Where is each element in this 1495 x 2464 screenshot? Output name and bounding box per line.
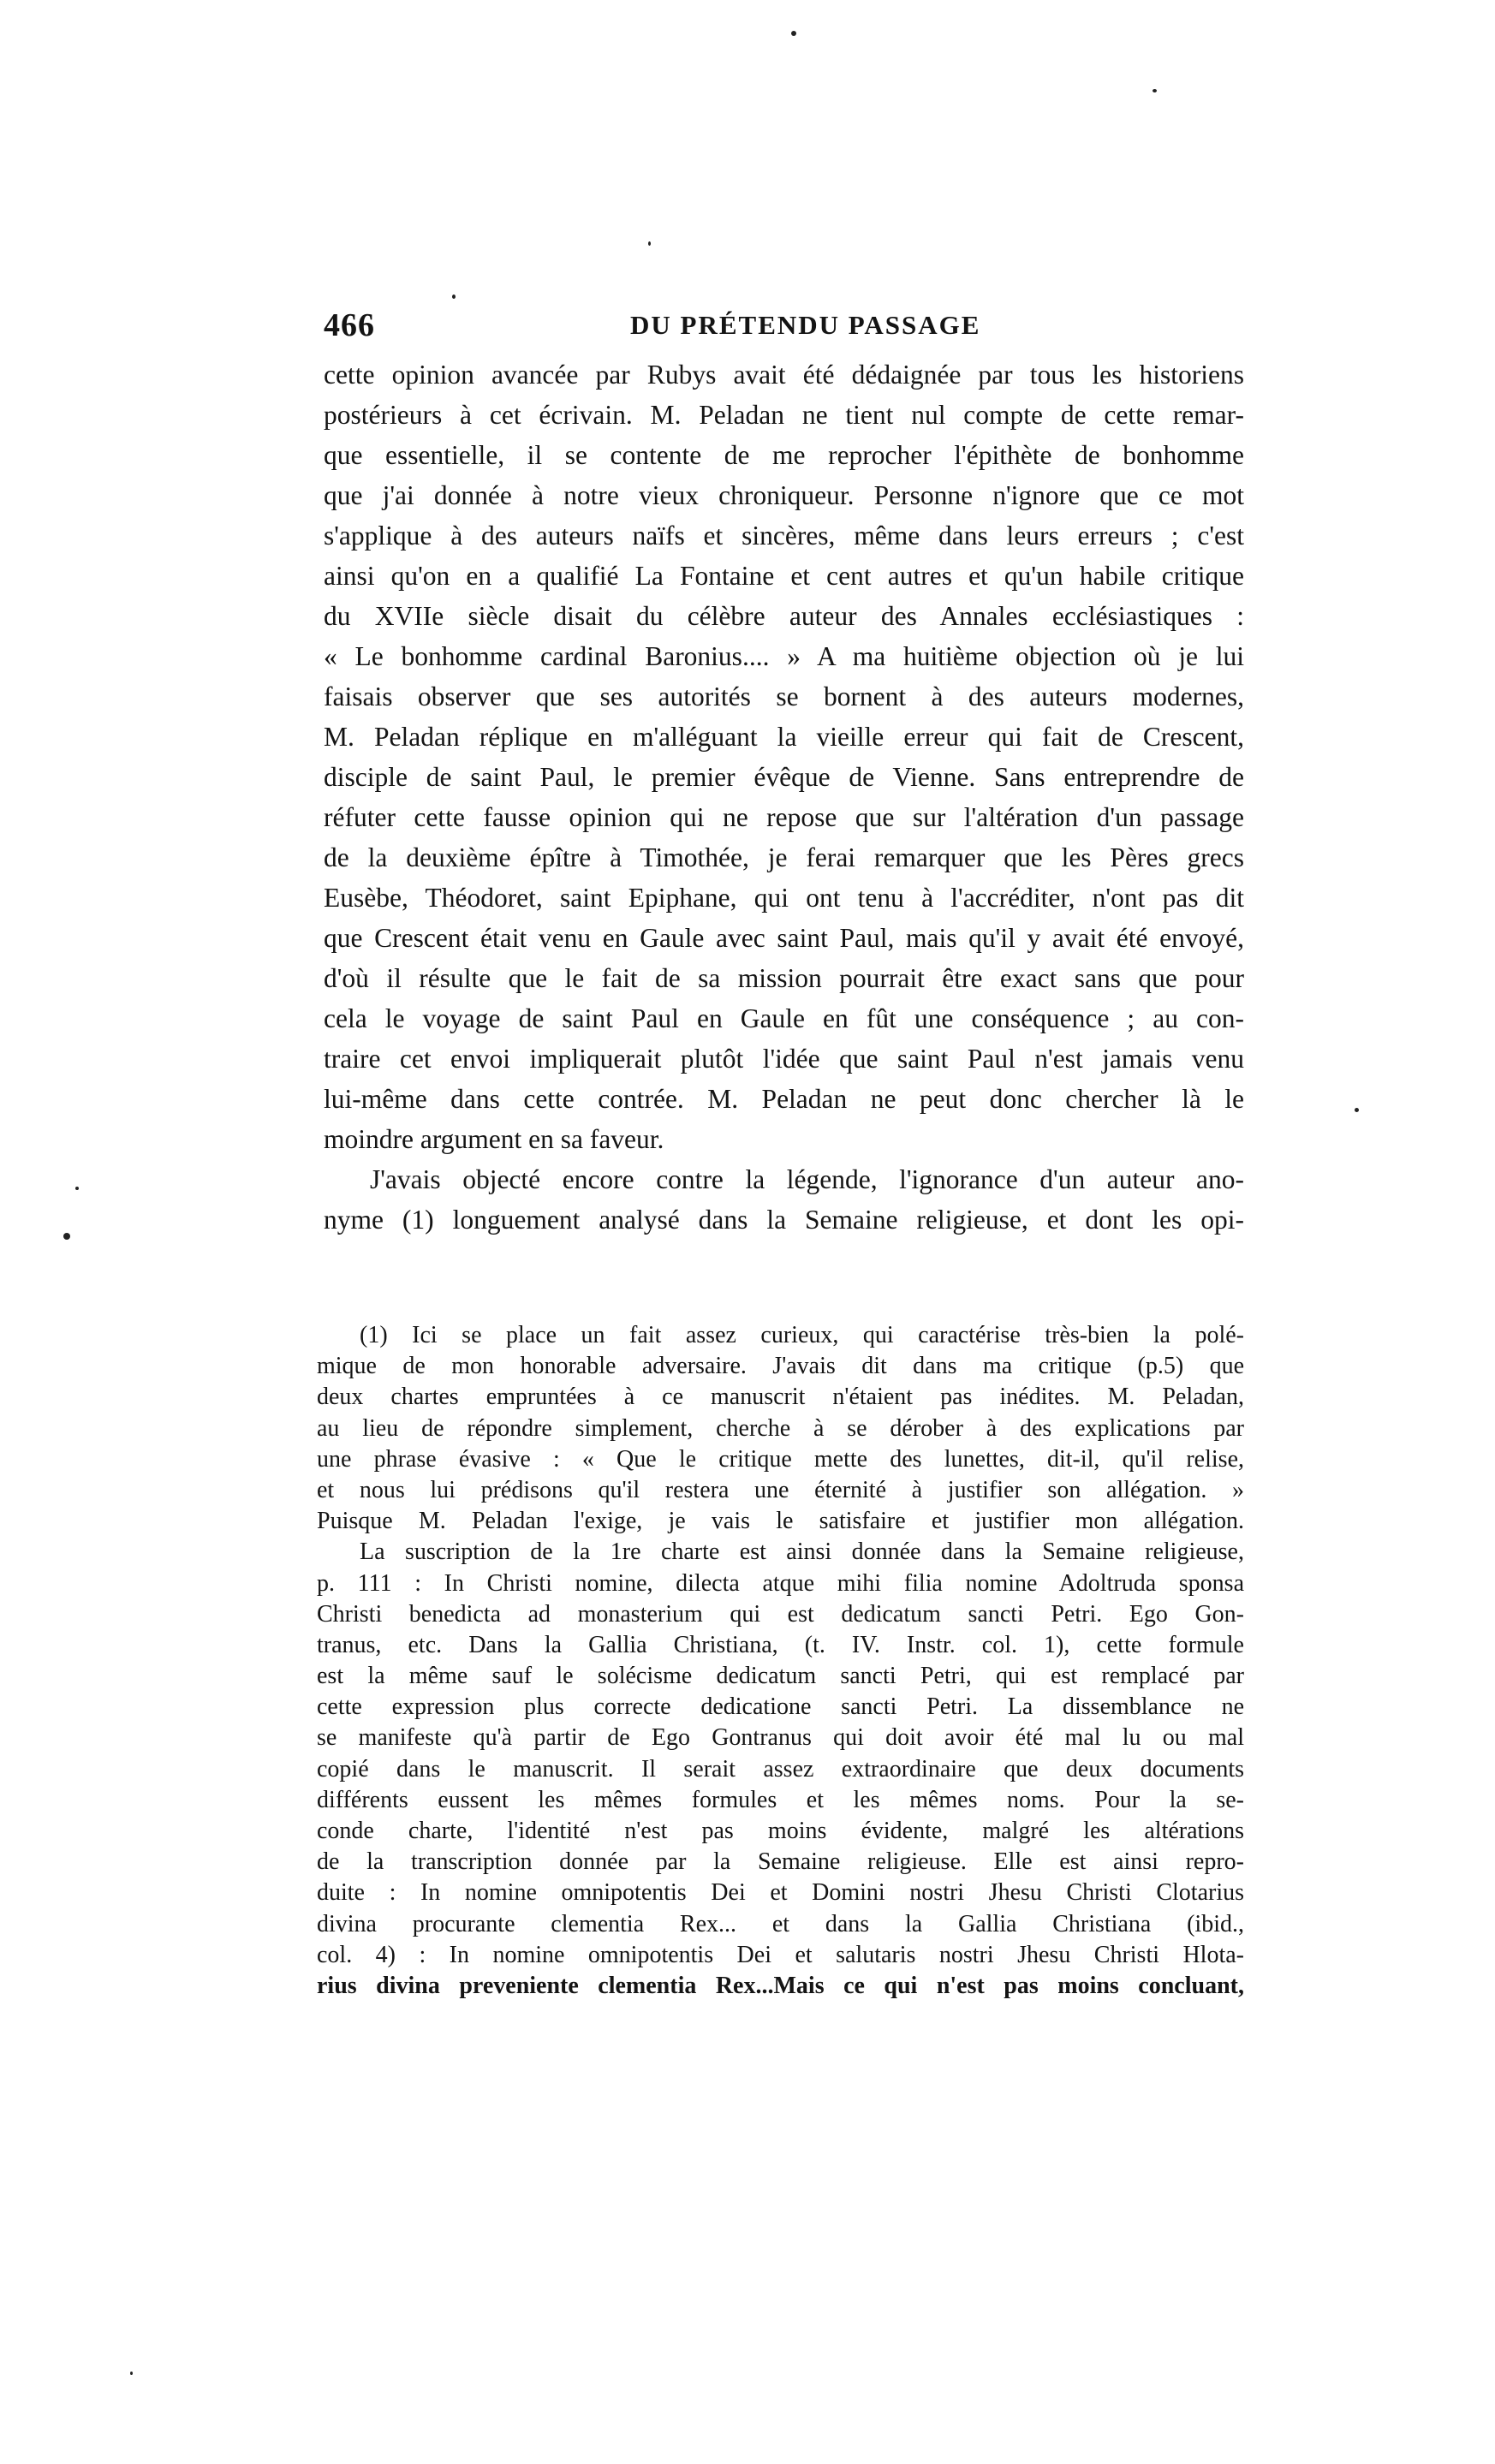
footnote-line: divina procurante clementia Rex... et dans la Gallia Christiana (ibid., bbox=[317, 1910, 1244, 1937]
footnote-line: p. 111 : In Christi nomine, dilecta atque mihi filia nomine Adoltruda sponsa bbox=[317, 1569, 1244, 1597]
text-line: « Le bonhomme cardinal Baronius.... » A ma huitième objection où je lui bbox=[324, 641, 1244, 671]
footnote-line: (1) Ici se place un fait assez curieux, qui caractérise très-bien la polé- bbox=[360, 1322, 1244, 1348]
text-line: ainsi qu'on en a qualifié La Fontaine et cent autres et qu'un habile critique bbox=[324, 561, 1244, 591]
scan-speck bbox=[1153, 89, 1157, 92]
text-line: cela le voyage de saint Paul en Gaule en fût une conséquence ; au con- bbox=[324, 1003, 1244, 1033]
text-line: que j'ai donnée à notre vieux chroniqueur. Personne n'ignore que ce mot bbox=[324, 480, 1244, 510]
footnote-line: est la même sauf le solécisme dedicatum sancti Petri, qui est remplacé par bbox=[317, 1663, 1244, 1690]
footnote-line: différents eussent les mêmes formules et les mêmes noms. Pour la se- bbox=[317, 1786, 1244, 1813]
text-line: d'où il résulte que le fait de sa mission pourrait être exact sans que pour bbox=[324, 963, 1244, 993]
footnote-line: Puisque M. Peladan l'exige, je vais le satisfaire et justifier mon allégation. bbox=[317, 1508, 1244, 1535]
text-line: M. Peladan réplique en m'alléguant la vieille erreur qui fait de Crescent, bbox=[324, 722, 1244, 752]
footnote-line: une phrase évasive : « Que le critique mette des lunettes, dit-il, qu'il relise, bbox=[317, 1445, 1244, 1473]
text-line: lui-même dans cette contrée. M. Peladan ne peut donc chercher là le bbox=[324, 1084, 1244, 1114]
footnote-line: col. 4) : In nomine omnipotentis Dei et salutaris nostri Jhesu Christi Hlota- bbox=[317, 1941, 1244, 1968]
text-line: cette opinion avancée par Rubys avait été dédaignée par tous les historiens bbox=[324, 360, 1244, 390]
text-line: de la deuxième épître à Timothée, je ferai remarquer que les Pères grecs bbox=[324, 842, 1244, 872]
footnote-line: au lieu de répondre simplement, cherche à se dérober à des explications par bbox=[317, 1414, 1244, 1442]
text-line: que Crescent était venu en Gaule avec saint Paul, mais qu'il y avait été envoyé, bbox=[324, 923, 1244, 953]
scan-speck bbox=[130, 2372, 133, 2375]
text-line: du XVIIe siècle disait du célèbre auteur des Annales ecclésiastiques : bbox=[324, 601, 1244, 631]
scan-speck bbox=[1355, 1108, 1359, 1112]
text-line: traire cet envoi impliquerait plutôt l'idée que saint Paul n'est jamais venu bbox=[324, 1044, 1244, 1074]
scan-speck bbox=[452, 295, 456, 299]
scan-speck bbox=[75, 1187, 79, 1190]
footnote bbox=[317, 1320, 1244, 2002]
footnote-line: Christi benedicta ad monasterium qui est dedicatum sancti Petri. Ego Gon- bbox=[317, 1600, 1244, 1628]
scan-speck bbox=[648, 241, 651, 246]
main-text bbox=[324, 354, 1244, 1240]
footnote-line: mique de mon honorable adversaire. J'avais dit dans ma critique (p.5) que bbox=[317, 1353, 1244, 1380]
footnote-line: deux chartes empruntées à ce manuscrit n'étaient pas inédites. M. Peladan, bbox=[317, 1384, 1244, 1411]
footnote-line: duite : In nomine omnipotentis Dei et Domini nostri Jhesu Christi Clotarius bbox=[317, 1879, 1244, 1907]
running-title: DU PRÉTENDU PASSAGE bbox=[630, 310, 981, 340]
footnote-line: conde charte, l'identité n'est pas moins évidente, malgré les altérations bbox=[317, 1818, 1244, 1844]
footnote-line: se manifeste qu'à partir de Ego Gontranus qui doit avoir été mal lu ou mal bbox=[317, 1724, 1244, 1752]
footnote-line: de la transcription donnée par la Semaine religieuse. Elle est ainsi repro- bbox=[317, 1848, 1244, 1876]
text-line: réfuter cette fausse opinion qui ne repose que sur l'altération d'un passage bbox=[324, 802, 1244, 832]
text-line: Eusèbe, Théodoret, saint Epiphane, qui ont tenu à l'accréditer, n'ont pas dit bbox=[324, 883, 1244, 913]
scan-speck bbox=[63, 1233, 70, 1240]
page-header bbox=[324, 307, 1244, 351]
footnote-line: tranus, etc. Dans la Gallia Christiana, (t. IV. Instr. col. 1), cette formule bbox=[317, 1631, 1244, 1658]
footnote-line: rius divina preveniente clementia Rex...Mais ce qui n'est pas moins concluant, bbox=[317, 1972, 1244, 1999]
text-line: disciple de saint Paul, le premier évêque de Vienne. Sans entreprendre de bbox=[324, 762, 1244, 792]
footnote-line: copié dans le manuscrit. Il serait assez extraordinaire que deux documents bbox=[317, 1755, 1244, 1783]
scan-speck bbox=[791, 31, 796, 36]
footnote-line: cette expression plus correcte dedicatione sancti Petri. La dissemblance ne bbox=[317, 1693, 1244, 1721]
text-line: que essentielle, il se contente de me reprocher l'épithète de bonhomme bbox=[324, 440, 1244, 470]
text-line: faisais observer que ses autorités se bornent à des auteurs modernes, bbox=[324, 681, 1244, 711]
footnote-line: et nous lui prédisons qu'il restera une éternité à justifier son allégation. » bbox=[317, 1476, 1244, 1503]
text-line: postérieurs à cet écrivain. M. Peladan ne tient nul compte de cette remar- bbox=[324, 400, 1244, 430]
footnote-line: La suscription de la 1re charte est ainsi donnée dans la Semaine religieuse, bbox=[360, 1539, 1244, 1566]
text-line: moindre argument en sa faveur. bbox=[324, 1124, 664, 1154]
page-number: 466 bbox=[324, 307, 375, 343]
text-line: nyme (1) longuement analysé dans la Semaine religieuse, et dont les opi- bbox=[324, 1205, 1244, 1235]
text-line: s'applique à des auteurs naïfs et sincères, même dans leurs erreurs ; c'est bbox=[324, 521, 1244, 551]
text-line: J'avais objecté encore contre la légende, l'ignorance d'un auteur ano- bbox=[370, 1164, 1244, 1194]
